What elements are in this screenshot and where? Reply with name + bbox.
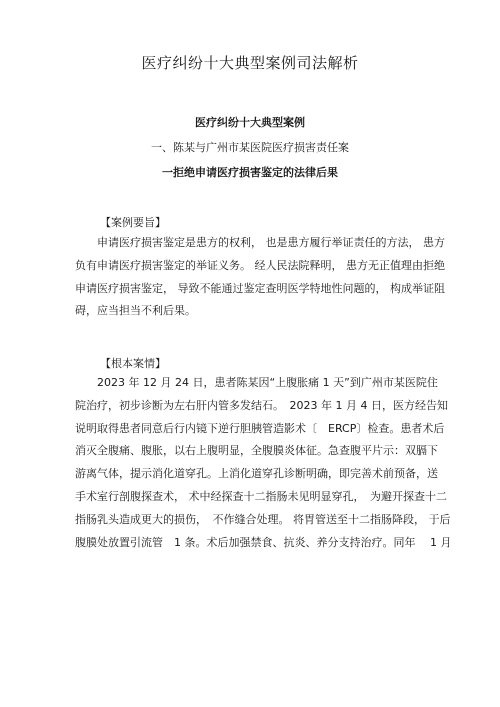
case-title: 一、陈某与广州市某医院医疗损害责任案: [151, 141, 349, 154]
facts-line: 腹膜处放置引流管 1 条。术后加强禁食、抗炎、养分支持治疗。同年 1 月: [75, 535, 452, 549]
facts-heading: 【根本案情】: [100, 357, 166, 370]
facts-paragraph: [75, 372, 452, 554]
facts-line: 消灭全腹痛、腹胀，以右上腹明显，全腹膜炎体征。急查腹平片示：双膈下: [75, 444, 438, 458]
summary-line: 申请医疗损害鉴定是患方的权利， 也是患方履行举证责任的方法， 患方: [75, 236, 445, 249]
document-title: 医疗纠纷十大典型案例司法解析: [141, 54, 359, 72]
summary-paragraph: [75, 232, 445, 323]
facts-line: 手术室行剖腹探查术， 术中经探查十二指肠未见明显穿孔， 为避开探查十二: [75, 489, 447, 503]
facts-line: 指肠乳头造成更大的损伤， 不作缝合处理。 将胃管送至十二指肠降段， 于后: [75, 512, 451, 526]
facts-line: 游离气体，提示消化道穿孔。上消化道穿孔诊断明确，即完善术前预备，送: [75, 467, 438, 481]
case-subtitle: 一拒绝申请医疗损害鉴定的法律后果: [162, 166, 338, 179]
facts-line: 院治疗，初步诊断为左右肝内管多发结石。 2023 年 1 月 4 日，医方经告知: [75, 398, 448, 412]
facts-line: 说明取得患者同意后行内镜下逆行胆胰管造影术〔 ERCP〕检查。患者术后: [75, 421, 445, 435]
facts-line: 2023 年 12 月 24 日，患者陈某因“上腹胀痛 1 天”到广州市某医院住: [75, 376, 438, 389]
summary-line: 申请医疗损害鉴定， 导致不能通过鉴定查明医学特地性问题的， 构成举证阻: [75, 281, 445, 295]
summary-heading: 【案例要旨】: [100, 216, 166, 229]
summary-line: 碍，应当担当不利后果。: [75, 304, 196, 318]
summary-line: 负有申请医疗损害鉴定的举证义务。 经人民法院释明， 患方无正值理由拒绝: [75, 258, 445, 272]
section-title: 医疗纠纷十大典型案例: [195, 116, 305, 129]
